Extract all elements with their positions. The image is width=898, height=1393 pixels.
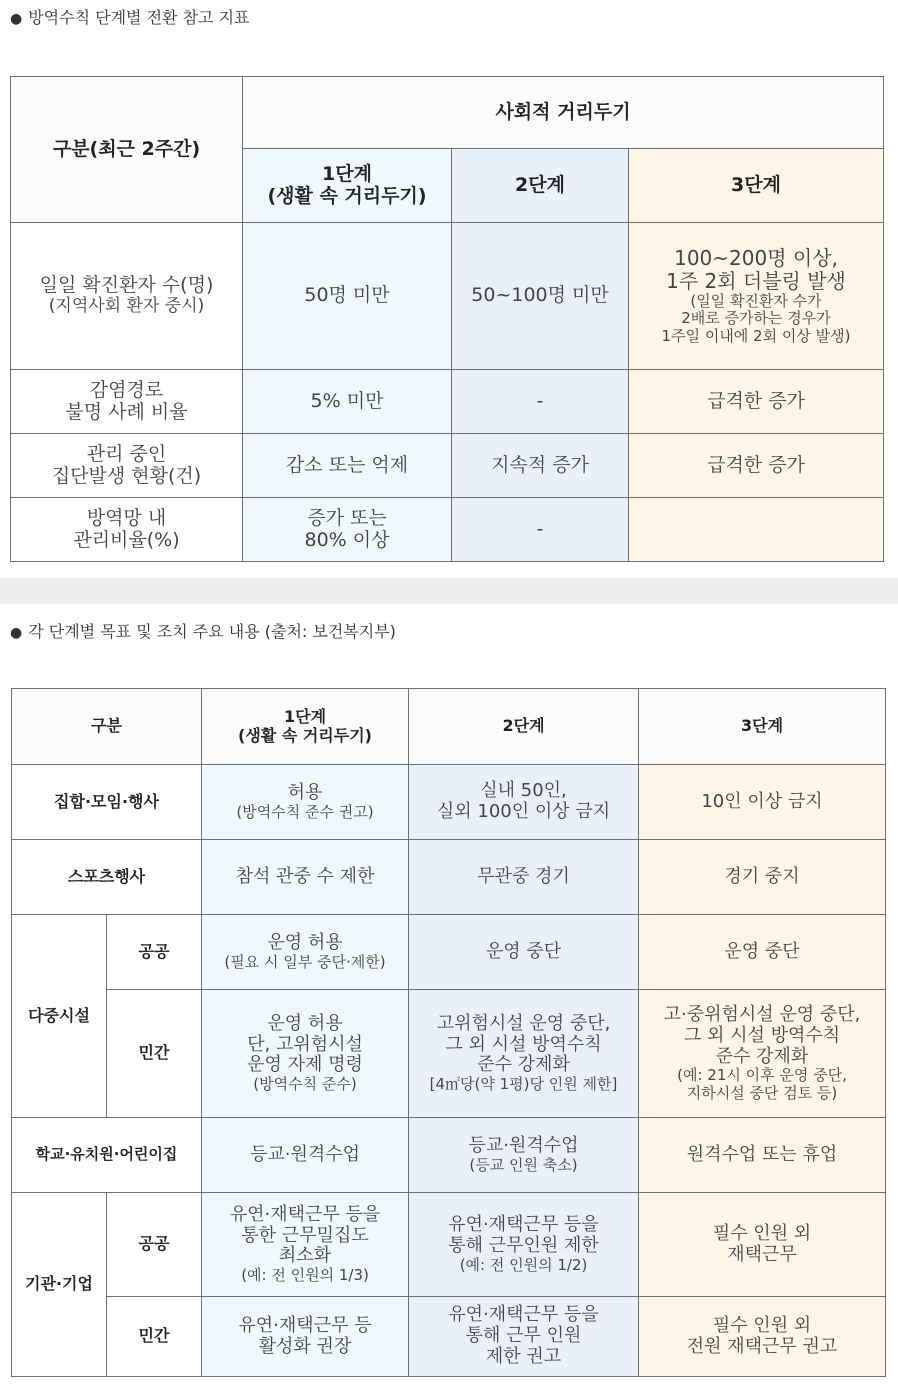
row-label-facilities: 다중시설 — [12, 915, 107, 1118]
cell-stage3: 급격한 증가 — [629, 370, 884, 434]
cell-stage3: 100~200명 이상, 1주 2회 더블링 발생 (일일 확진환자 수가 2배로 증가하는 경우가 1주일 이내에 2회 이상 발생) — [629, 223, 884, 370]
table-row — [11, 434, 884, 498]
cell-stage3: 10인 이상 금지 — [639, 765, 886, 840]
row-label-school: 학교·유치원·어린이집 — [12, 1118, 202, 1193]
row-label-gathering: 집합·모임·행사 — [12, 765, 202, 840]
cell-stage2: 실내 50인, 실외 100인 이상 금지 — [409, 765, 639, 840]
indicator-table — [10, 76, 884, 562]
header-category: 구분(최근 2주간) — [11, 77, 243, 223]
header-category: 구분 — [12, 689, 202, 765]
section-divider — [0, 578, 898, 604]
cell-stage1: 5% 미만 — [243, 370, 452, 434]
header-stage3: 3단계 — [639, 689, 886, 765]
row-label-org: 기관·기업 — [12, 1193, 107, 1377]
table-row — [11, 498, 884, 562]
table-row — [12, 765, 886, 840]
row-label-sports: 스포츠행사 — [12, 840, 202, 915]
header-social-distancing: 사회적 거리두기 — [243, 77, 884, 149]
section1-heading — [10, 5, 250, 28]
table-row — [12, 1297, 886, 1377]
measures-table — [11, 688, 886, 1377]
row-sublabel-public: 공공 — [107, 915, 202, 990]
row-label: 관리 중인 집단발생 현황(건) — [11, 434, 243, 498]
section2-heading-text: 각 단계별 목표 및 조치 주요 내용 (출처: 보건복지부) — [28, 622, 396, 641]
cell-stage2: 등교·원격수업 (등교 인원 축소) — [409, 1118, 639, 1193]
cell-stage3: 급격한 증가 — [629, 434, 884, 498]
section1-heading-text: 방역수칙 단계별 전환 참고 지표 — [28, 8, 250, 27]
cell-stage1: 운영 허용 단, 고위험시설 운영 자제 명령 (방역수칙 준수) — [202, 990, 409, 1118]
section2-heading — [10, 619, 396, 642]
header-stage2: 2단계 — [409, 689, 639, 765]
header-stage1: 1단계 (생활 속 거리두기) — [243, 149, 452, 223]
cell-stage1: 유연·재택근무 등 활성화 권장 — [202, 1297, 409, 1377]
cell-stage3: 필수 인원 외 전원 재택근무 권고 — [639, 1297, 886, 1377]
row-sublabel-private: 민간 — [107, 1297, 202, 1377]
cell-stage3 — [629, 498, 884, 562]
table-row — [12, 1193, 886, 1297]
table-row — [11, 223, 884, 370]
cell-stage2: - — [452, 498, 629, 562]
cell-stage3: 경기 중지 — [639, 840, 886, 915]
header-stage1: 1단계 (생활 속 거리두기) — [202, 689, 409, 765]
row-sublabel-public: 공공 — [107, 1193, 202, 1297]
table-row — [12, 1118, 886, 1193]
cell-stage2: 유연·재택근무 등을 통해 근무인원 제한 (예: 전 인원의 1/2) — [409, 1193, 639, 1297]
row-label: 일일 확진환자 수(명) (지역사회 환자 중시) — [11, 223, 243, 370]
cell-stage2: 유연·재택근무 등을 통해 근무 인원 제한 권고 — [409, 1297, 639, 1377]
cell-stage1: 운영 허용 (필요 시 일부 중단·제한) — [202, 915, 409, 990]
cell-stage1: 참석 관중 수 제한 — [202, 840, 409, 915]
table-row — [12, 990, 886, 1118]
row-label: 방역망 내 관리비율(%) — [11, 498, 243, 562]
cell-stage1: 50명 미만 — [243, 223, 452, 370]
table-row — [12, 840, 886, 915]
table-row — [12, 915, 886, 990]
cell-stage2: 운영 중단 — [409, 915, 639, 990]
cell-stage1: 증가 또는 80% 이상 — [243, 498, 452, 562]
bullet-icon: ● — [10, 625, 23, 641]
cell-stage1: 유연·재택근무 등을 통한 근무밀집도 최소화 (예: 전 인원의 1/3) — [202, 1193, 409, 1297]
row-label: 감염경로 불명 사례 비율 — [11, 370, 243, 434]
cell-stage2: 고위험시설 운영 중단, 그 외 시설 방역수칙 준수 강제화 [4㎡당(약 1평)당 인원 제한] — [409, 990, 639, 1118]
table-row — [11, 370, 884, 434]
cell-stage1: 허용 (방역수칙 준수 권고) — [202, 765, 409, 840]
cell-stage2: 무관중 경기 — [409, 840, 639, 915]
cell-stage3: 운영 중단 — [639, 915, 886, 990]
row-sublabel-private: 민간 — [107, 990, 202, 1118]
cell-stage3: 필수 인원 외 재택근무 — [639, 1193, 886, 1297]
cell-stage1: 등교·원격수업 — [202, 1118, 409, 1193]
bullet-icon: ● — [10, 11, 23, 27]
header-stage2: 2단계 — [452, 149, 629, 223]
header-stage3: 3단계 — [629, 149, 884, 223]
cell-stage2: 지속적 증가 — [452, 434, 629, 498]
cell-stage3: 고·중위험시설 운영 중단, 그 외 시설 방역수칙 준수 강제화 (예: 21시 이후 운영 중단, 지하시설 중단 검토 등) — [639, 990, 886, 1118]
cell-stage3: 원격수업 또는 휴업 — [639, 1118, 886, 1193]
cell-stage1: 감소 또는 억제 — [243, 434, 452, 498]
cell-stage2: 50~100명 미만 — [452, 223, 629, 370]
cell-stage2: - — [452, 370, 629, 434]
